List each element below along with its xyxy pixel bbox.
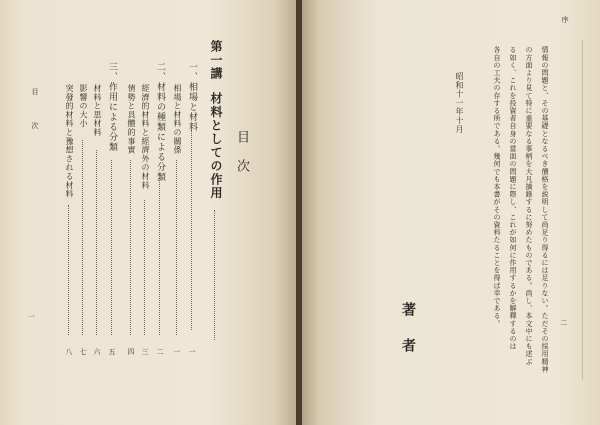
toc-entry-9: 突發的材料と豫想される材料 — [65, 84, 74, 199]
toc-entry-7: 材料と思材料 — [93, 84, 102, 137]
toc-leader-8 — [82, 140, 83, 335]
toc-title: 目次 — [234, 130, 249, 188]
toc-leader-6 — [111, 160, 112, 335]
toc-leader-5 — [130, 160, 131, 335]
preface-line-3: る如く、これを投資者自身の當面の問題に際し、これが如何に作用するかを解釋するのは — [509, 46, 517, 350]
toc-entry-1: 一、相場と材料 — [187, 62, 197, 132]
left-running-head-2: 次 — [31, 122, 39, 130]
right-folio: 二 — [560, 319, 567, 327]
toc-entry-3: 二、材料の種類による分類 — [155, 62, 165, 182]
toc-leader-1 — [191, 130, 192, 330]
toc-entry-4: 經濟的材料と經濟外の材料 — [141, 84, 150, 190]
toc-leader-3 — [159, 180, 160, 335]
preface-line-1: 情報の問題と、その基礎となるべき價格を説明して尚足り得るには足りない。ただその採用精神 — [541, 46, 549, 373]
left-folio: 一 — [28, 313, 35, 321]
toc-leader-9 — [68, 205, 69, 335]
left-page — [0, 0, 298, 425]
toc-entry-2: 相場と材料の關係 — [173, 84, 182, 155]
preface-line-4: 各自の工夫の存する所である。幾何でも本書がその資料たることを得ば幸である。 — [493, 46, 501, 328]
toc-leader-2 — [176, 160, 177, 335]
preface-line-2: の方面より見て特に重要なる事柄を大凡摘錄するに努めたものである。尚し、本文中にも述ぶ — [525, 46, 533, 366]
left-running-head: 目 — [31, 88, 39, 96]
toc-leader-7 — [96, 150, 97, 335]
toc-page-6: 五 — [108, 348, 116, 355]
preface-author: 著者 — [400, 302, 416, 374]
chapter-number: 第一講 — [209, 40, 223, 81]
toc-page-7: 六 — [93, 348, 101, 355]
toc-page-4: 三 — [141, 348, 149, 355]
toc-page-8: 七 — [79, 348, 87, 355]
chapter-title: 材料としての作用 — [209, 92, 223, 200]
right-margin-rule — [582, 40, 583, 380]
preface-date: 昭和十一年十月 — [455, 72, 464, 134]
chapter-leader — [214, 210, 215, 340]
toc-page-5: 四 — [127, 348, 135, 355]
toc-page-2: 一 — [173, 348, 181, 355]
toc-page-9: 八 — [65, 348, 73, 355]
right-page — [302, 0, 600, 425]
toc-page-3: 二 — [156, 348, 164, 355]
toc-entry-8: 影響の大小 — [79, 84, 88, 128]
toc-page-1: 一 — [188, 348, 196, 355]
toc-entry-6: 三、作用による分類 — [107, 62, 117, 152]
right-running-head: 序 — [561, 16, 569, 24]
toc-leader-4 — [144, 200, 145, 335]
toc-entry-5: 情勢と具體的事實 — [127, 84, 136, 155]
